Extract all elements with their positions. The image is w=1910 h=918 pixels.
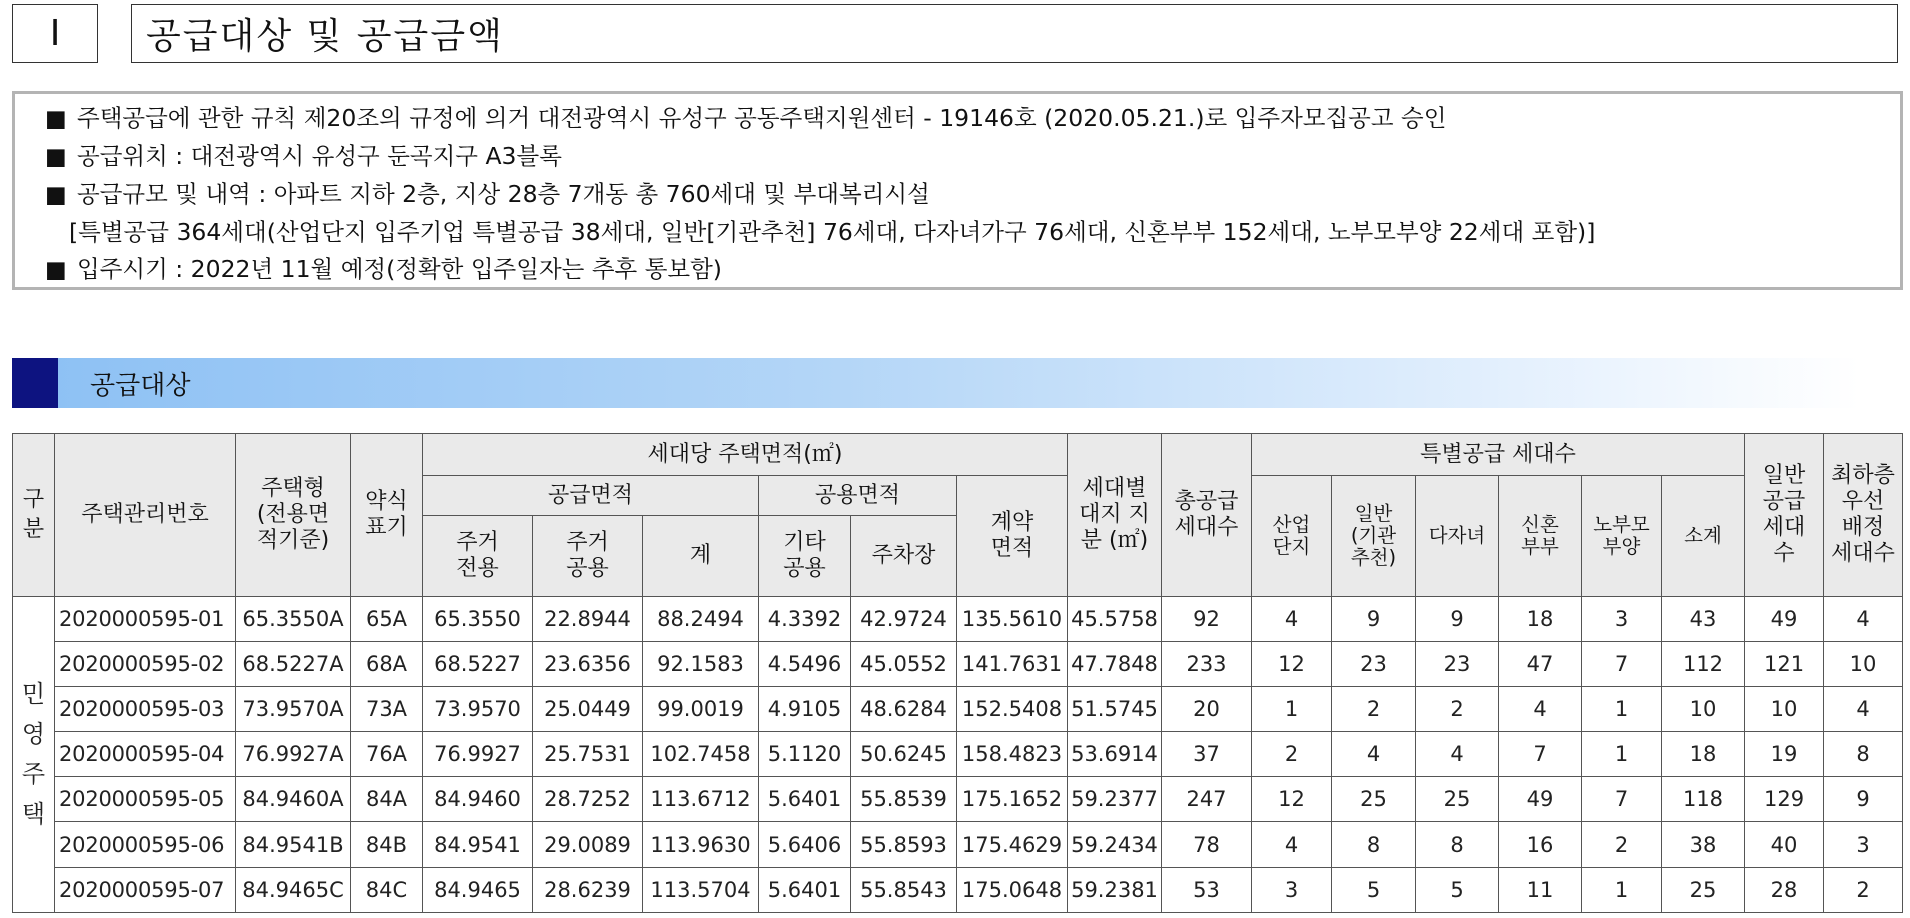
cell-total-units: 78 [1162, 822, 1252, 867]
cell-special-subtotal: 18 [1662, 732, 1745, 777]
row-group-label [13, 597, 55, 913]
cell-special-subtotal: 118 [1662, 777, 1745, 822]
header-text: 주거 공용 [566, 530, 609, 581]
cell-general-units: 49 [1745, 597, 1824, 642]
cell-private-res: 65.3550 [423, 597, 533, 642]
cell-elder-parent: 7 [1582, 642, 1662, 687]
cell-private-res: 68.5227 [423, 642, 533, 687]
cell-general-inst: 25 [1332, 777, 1416, 822]
cell-housing-type: 84.9460A [236, 777, 351, 822]
table-row [13, 867, 1903, 912]
cell-total-units: 92 [1162, 597, 1252, 642]
col-header-total-units [1162, 434, 1252, 597]
cell-abbrev: 84B [351, 822, 423, 867]
cell-parking: 48.6284 [851, 687, 957, 732]
cell-lowest-floor: 2 [1824, 867, 1903, 912]
cell-general-inst: 5 [1332, 867, 1416, 912]
cell-contract-area: 175.1652 [957, 777, 1068, 822]
cell-industrial: 1 [1252, 687, 1332, 732]
cell-common-res: 29.0089 [533, 822, 643, 867]
cell-mgmt-no: 2020000595-02 [55, 642, 236, 687]
cell-lowest-floor: 9 [1824, 777, 1903, 822]
cell-general-units: 28 [1745, 867, 1824, 912]
cell-subtotal: 102.7458 [643, 732, 759, 777]
notice-text: [특별공급 364세대(산업단지 입주기업 특별공급 38세대, 일반[기관추천] 76세대, 다자녀가구 76세대, 신혼부부 152세대, 노부모부양 22세대 포함)] [69, 218, 1596, 246]
cell-elder-parent: 1 [1582, 732, 1662, 777]
cell-private-res: 84.9460 [423, 777, 533, 822]
col-header-other-common [759, 516, 851, 597]
cell-common-res: 28.7252 [533, 777, 643, 822]
col-header-general-inst [1332, 476, 1416, 597]
page-title: 공급대상 및 공급금액 [146, 16, 504, 57]
cell-multi-child: 23 [1416, 642, 1499, 687]
header-text: 기타 공용 [783, 530, 826, 581]
col-header-newlywed [1499, 476, 1582, 597]
cell-common-res: 23.6356 [533, 642, 643, 687]
notice-text: 공급위치 : 대전광역시 유성구 둔곡지구 A3블록 [77, 142, 562, 170]
cell-mgmt-no: 2020000595-03 [55, 687, 236, 732]
cell-common-res: 25.0449 [533, 687, 643, 732]
cell-newlywed: 49 [1499, 777, 1582, 822]
header-text: 구분 [22, 487, 45, 542]
cell-industrial: 4 [1252, 597, 1332, 642]
cell-industrial: 12 [1252, 642, 1332, 687]
cell-total-units: 37 [1162, 732, 1252, 777]
cell-lowest-floor: 3 [1824, 822, 1903, 867]
cell-housing-type: 84.9465C [236, 867, 351, 912]
cell-multi-child: 4 [1416, 732, 1499, 777]
col-header-multi-child: 다자녀 [1416, 476, 1499, 597]
cell-special-subtotal: 43 [1662, 597, 1745, 642]
cell-subtotal: 92.1583 [643, 642, 759, 687]
notice-line-scale [45, 176, 1900, 214]
cell-elder-parent: 1 [1582, 867, 1662, 912]
cell-elder-parent: 1 [1582, 687, 1662, 732]
table-row [13, 687, 1903, 732]
cell-land-share: 53.6914 [1068, 732, 1162, 777]
cell-other-common: 5.6401 [759, 777, 851, 822]
notice-line-approval [45, 100, 1900, 138]
notice-line-special-detail [45, 214, 1900, 251]
section-header-bar [12, 358, 1860, 408]
cell-total-units: 233 [1162, 642, 1252, 687]
table-row [13, 777, 1903, 822]
col-header-common-area: 공용면적 [759, 476, 957, 516]
cell-newlywed: 11 [1499, 867, 1582, 912]
cell-multi-child: 25 [1416, 777, 1499, 822]
col-header-elder-parent [1582, 476, 1662, 597]
cell-common-res: 25.7531 [533, 732, 643, 777]
cell-land-share: 51.5745 [1068, 687, 1162, 732]
bullet-square-icon: ■ [45, 257, 67, 283]
col-header-supply-area: 공급면적 [423, 476, 759, 516]
cell-special-subtotal: 10 [1662, 687, 1745, 732]
cell-general-units: 121 [1745, 642, 1824, 687]
bullet-square-icon: ■ [45, 182, 67, 208]
cell-general-inst: 9 [1332, 597, 1416, 642]
col-header-parking: 주차장 [851, 516, 957, 597]
cell-housing-type: 76.9927A [236, 732, 351, 777]
cell-elder-parent: 7 [1582, 777, 1662, 822]
cell-parking: 55.8539 [851, 777, 957, 822]
header-text: 계약 면적 [990, 510, 1034, 561]
cell-general-units: 10 [1745, 687, 1824, 732]
cell-contract-area: 141.7631 [957, 642, 1068, 687]
cell-multi-child: 8 [1416, 822, 1499, 867]
header-text: 약식 표기 [365, 489, 408, 540]
cell-elder-parent: 2 [1582, 822, 1662, 867]
notice-text: 공급규모 및 내역 : 아파트 지하 2층, 지상 28층 7개동 총 760세대 및 부대복리시설 [77, 180, 930, 208]
cell-housing-type: 73.9570A [236, 687, 351, 732]
cell-land-share: 59.2434 [1068, 822, 1162, 867]
col-header-mgmt-no: 주택관리번호 [55, 434, 236, 597]
cell-housing-type: 84.9541B [236, 822, 351, 867]
cell-parking: 55.8593 [851, 822, 957, 867]
cell-mgmt-no: 2020000595-06 [55, 822, 236, 867]
cell-other-common: 5.6401 [759, 867, 851, 912]
cell-subtotal: 113.9630 [643, 822, 759, 867]
notice-text: 주택공급에 관한 규칙 제20조의 규정에 의거 대전광역시 유성구 공동주택지원센터 - 19146호 (2020.05.21.)로 입주자모집공고 승인 [77, 104, 1447, 132]
col-header-subtotal: 계 [643, 516, 759, 597]
cell-land-share: 47.7848 [1068, 642, 1162, 687]
col-header-lowest-floor [1824, 434, 1903, 597]
supply-table [12, 433, 1903, 913]
section-number-box [12, 4, 98, 63]
cell-multi-child: 2 [1416, 687, 1499, 732]
cell-industrial: 2 [1252, 732, 1332, 777]
cell-contract-area: 135.5610 [957, 597, 1068, 642]
cell-industrial: 12 [1252, 777, 1332, 822]
col-header-land-share [1068, 434, 1162, 597]
cell-general-inst: 2 [1332, 687, 1416, 732]
cell-contract-area: 158.4823 [957, 732, 1068, 777]
notice-box [12, 91, 1903, 290]
table-row [13, 597, 1903, 642]
cell-contract-area: 152.5408 [957, 687, 1068, 732]
cell-multi-child: 5 [1416, 867, 1499, 912]
cell-newlywed: 4 [1499, 687, 1582, 732]
cell-newlywed: 18 [1499, 597, 1582, 642]
cell-total-units: 53 [1162, 867, 1252, 912]
cell-housing-type: 65.3550A [236, 597, 351, 642]
section-title: 공급대상 [90, 370, 191, 401]
cell-total-units: 20 [1162, 687, 1252, 732]
col-header-industrial [1252, 476, 1332, 597]
cell-private-res: 76.9927 [423, 732, 533, 777]
cell-parking: 45.0552 [851, 642, 957, 687]
table-row [13, 822, 1903, 867]
cell-special-subtotal: 38 [1662, 822, 1745, 867]
cell-general-units: 40 [1745, 822, 1824, 867]
cell-lowest-floor: 4 [1824, 597, 1903, 642]
cell-special-subtotal: 112 [1662, 642, 1745, 687]
cell-other-common: 4.5496 [759, 642, 851, 687]
cell-parking: 42.9724 [851, 597, 957, 642]
col-header-housing-type [236, 434, 351, 597]
cell-lowest-floor: 10 [1824, 642, 1903, 687]
bullet-square-icon: ■ [45, 144, 67, 170]
cell-common-res: 28.6239 [533, 867, 643, 912]
section-number: I [49, 13, 61, 54]
cell-housing-type: 68.5227A [236, 642, 351, 687]
cell-abbrev: 76A [351, 732, 423, 777]
col-header-area-per-unit: 세대당 주택면적(㎡) [423, 434, 1068, 476]
cell-newlywed: 47 [1499, 642, 1582, 687]
page-title-box [131, 4, 1898, 63]
cell-subtotal: 113.5704 [643, 867, 759, 912]
table-row [13, 732, 1903, 777]
cell-private-res: 84.9465 [423, 867, 533, 912]
cell-contract-area: 175.0648 [957, 867, 1068, 912]
cell-industrial: 4 [1252, 822, 1332, 867]
cell-general-units: 129 [1745, 777, 1824, 822]
col-header-gubun [13, 434, 55, 597]
cell-contract-area: 175.4629 [957, 822, 1068, 867]
cell-general-units: 19 [1745, 732, 1824, 777]
cell-other-common: 5.6406 [759, 822, 851, 867]
cell-lowest-floor: 4 [1824, 687, 1903, 732]
row-group-text: 민 영 주 택 [21, 680, 46, 829]
header-text: 주거 전용 [456, 530, 499, 581]
header-text: 일반 (기관 추천) [1350, 502, 1397, 569]
col-header-common-res [533, 516, 643, 597]
cell-elder-parent: 3 [1582, 597, 1662, 642]
cell-newlywed: 7 [1499, 732, 1582, 777]
cell-lowest-floor: 8 [1824, 732, 1903, 777]
header-text: 노부모 부양 [1593, 513, 1650, 558]
cell-other-common: 5.1120 [759, 732, 851, 777]
cell-parking: 50.6245 [851, 732, 957, 777]
cell-subtotal: 113.6712 [643, 777, 759, 822]
notice-line-move-in [45, 251, 1900, 289]
header-text: 산업 단지 [1272, 513, 1311, 558]
cell-mgmt-no: 2020000595-07 [55, 867, 236, 912]
cell-land-share: 45.5758 [1068, 597, 1162, 642]
cell-abbrev: 84A [351, 777, 423, 822]
cell-abbrev: 73A [351, 687, 423, 732]
table-body [13, 597, 1903, 913]
cell-parking: 55.8543 [851, 867, 957, 912]
cell-total-units: 247 [1162, 777, 1252, 822]
cell-abbrev: 65A [351, 597, 423, 642]
cell-general-inst: 23 [1332, 642, 1416, 687]
cell-land-share: 59.2381 [1068, 867, 1162, 912]
cell-common-res: 22.8944 [533, 597, 643, 642]
header-text: 총공급 세대수 [1174, 489, 1239, 540]
header-text: 세대별 대지 지분 (㎡) [1079, 476, 1150, 553]
cell-multi-child: 9 [1416, 597, 1499, 642]
cell-mgmt-no: 2020000595-05 [55, 777, 236, 822]
col-header-private-res [423, 516, 533, 597]
notice-text: 입주시기 : 2022년 11월 예정(정확한 입주일자는 추후 통보함) [77, 255, 722, 283]
cell-newlywed: 16 [1499, 822, 1582, 867]
cell-mgmt-no: 2020000595-04 [55, 732, 236, 777]
cell-general-inst: 8 [1332, 822, 1416, 867]
cell-special-subtotal: 25 [1662, 867, 1745, 912]
col-header-special-units: 특별공급 세대수 [1252, 434, 1745, 476]
cell-private-res: 84.9541 [423, 822, 533, 867]
col-header-abbrev [351, 434, 423, 597]
cell-subtotal: 88.2494 [643, 597, 759, 642]
cell-industrial: 3 [1252, 867, 1332, 912]
cell-other-common: 4.9105 [759, 687, 851, 732]
cell-other-common: 4.3392 [759, 597, 851, 642]
section-marker [12, 358, 58, 408]
header-text: 신혼 부부 [1521, 513, 1559, 558]
notice-line-location [45, 138, 1900, 176]
cell-land-share: 59.2377 [1068, 777, 1162, 822]
header-text: 주택형 (전용면 적기준) [256, 476, 330, 553]
col-header-contract-area [957, 476, 1068, 597]
cell-abbrev: 84C [351, 867, 423, 912]
bullet-square-icon: ■ [45, 106, 67, 132]
cell-private-res: 73.9570 [423, 687, 533, 732]
cell-subtotal: 99.0019 [643, 687, 759, 732]
col-header-general-units [1745, 434, 1824, 597]
cell-general-inst: 4 [1332, 732, 1416, 777]
cell-mgmt-no: 2020000595-01 [55, 597, 236, 642]
col-header-special-subtotal: 소계 [1662, 476, 1745, 597]
header-text: 일반 공급 세대수 [1762, 463, 1806, 566]
cell-abbrev: 68A [351, 642, 423, 687]
table-row [13, 642, 1903, 687]
header-text: 최하층 우선 배정 세대수 [1831, 463, 1895, 566]
